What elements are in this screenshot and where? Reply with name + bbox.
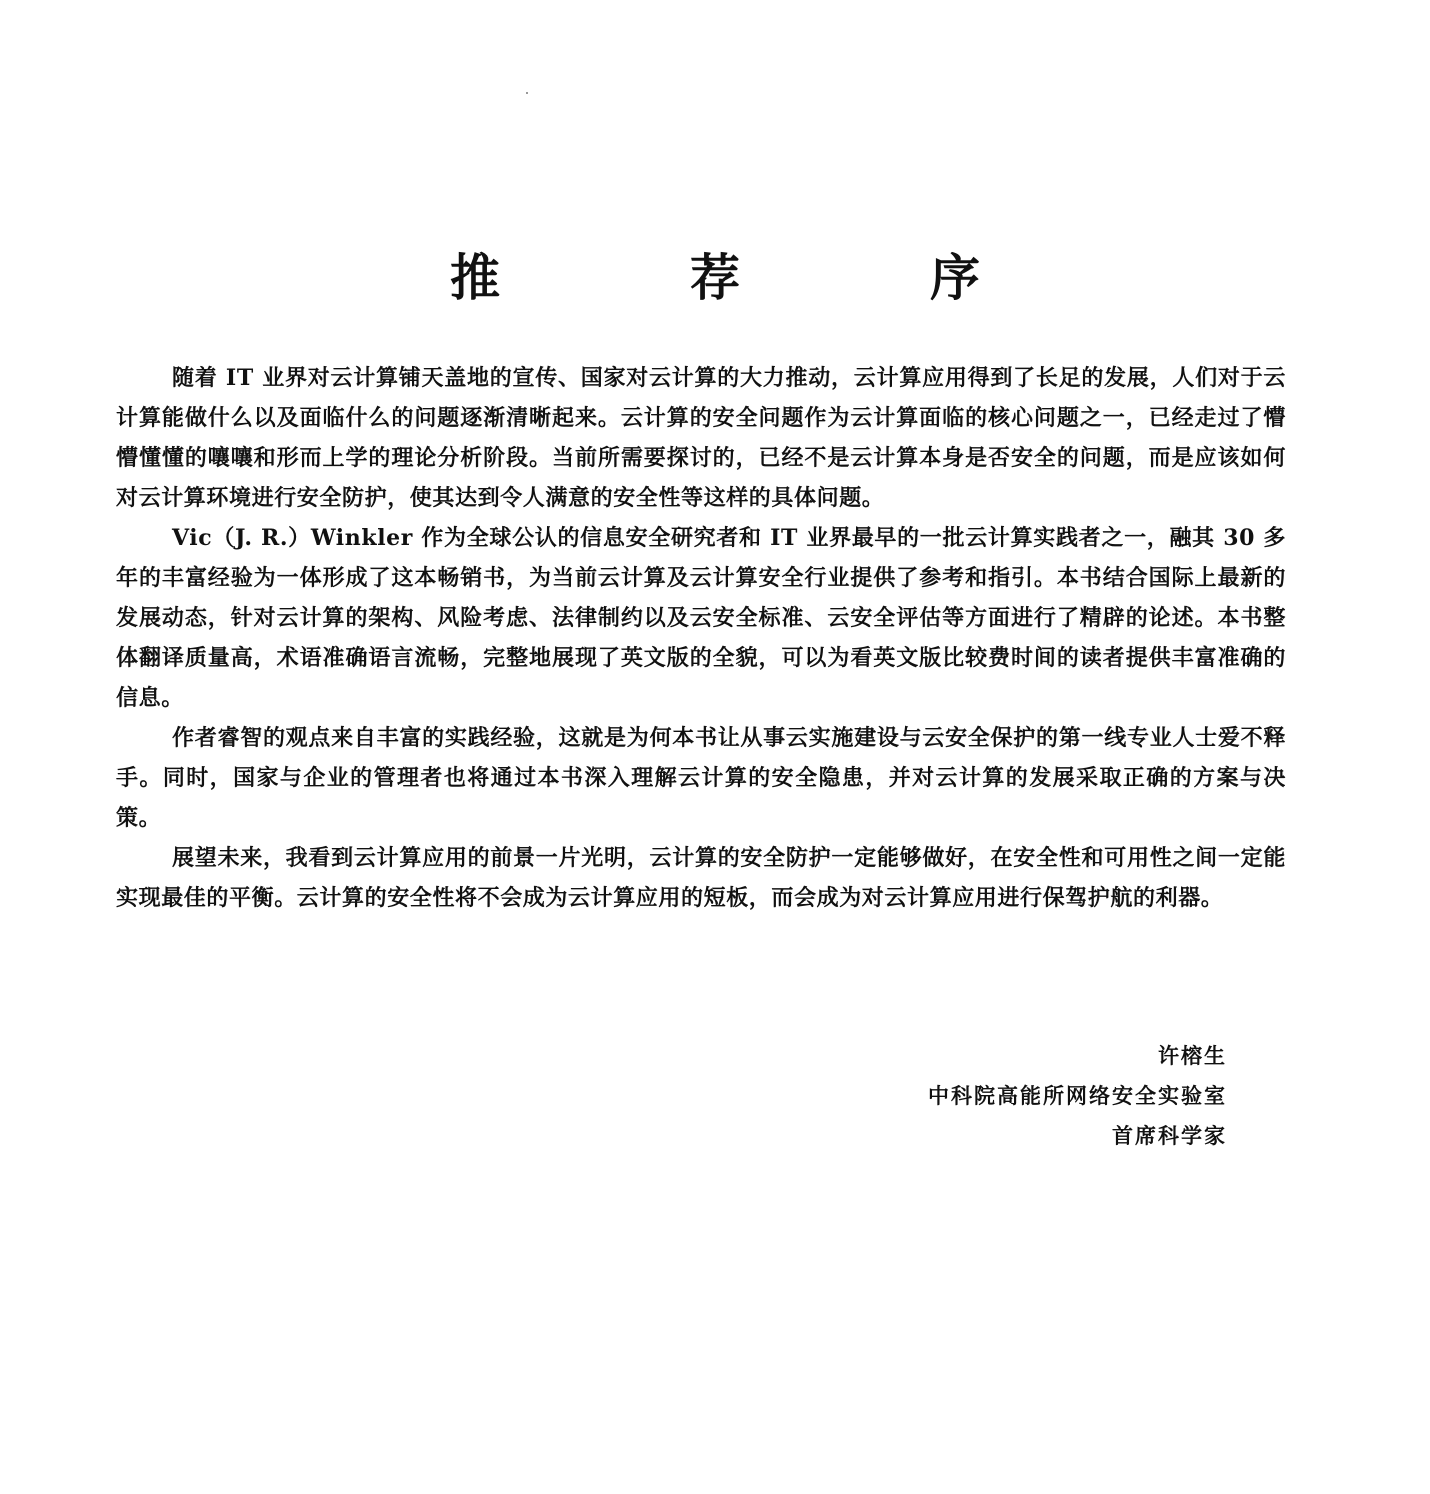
author-name: 许榕生 [1158, 1043, 1227, 1068]
author-position: 首席科学家 [1112, 1123, 1227, 1148]
page-title: 推 荐 序 [450, 247, 1050, 307]
scan-speck [526, 92, 528, 94]
foreword-body [116, 358, 1286, 918]
paragraph-3: 作者睿智的观点来自丰富的实践经验，这就是为何本书让从事云实施建设与云安全保护的第一线专业人士爱不释手。同时，国家与企业的管理者也将通过本书深入理解云计算的安全隐患，并对云计算的发展采取正确的方案与决策。 [116, 725, 1286, 831]
author-affiliation: 中科院高能所网络安全实验室 [928, 1083, 1227, 1108]
paragraph-4: 展望未来，我看到云计算应用的前景一片光明，云计算的安全防护一定能够做好，在安全性和可用性之间一定能实现最佳的平衡。云计算的安全性将不会成为云计算应用的短板，而会成为对云计算应用进行保驾护航的利器。 [116, 845, 1286, 911]
paragraph-1: 随着 IT 业界对云计算铺天盖地的宣传、国家对云计算的大力推动，云计算应用得到了长足的发展，人们对于云计算能做什么以及面临什么的问题逐渐清晰起来。云计算的安全问题作为云计算面临的核心问题之一，已经走过了懵懵懂懂的嚷嚷和形而上学的理论分析阶段。当前所需要探讨的，已经不是云计算本身是否安全的问题，而是应该如何对云计算环境进行安全防护，使其达到令人满意的安全性等这样的具体问题。 [116, 365, 1286, 511]
signature-block [928, 1036, 1227, 1156]
paragraph-2: Vic（J. R.）Winkler 作为全球公认的信息安全研究者和 IT 业界最早的一批云计算实践者之一，融其 30 多年的丰富经验为一体形成了这本畅销书，为当前云计算及云计算安全行业提供了参考和指引。本书结合国际上最新的发展动态，针对云计算的架构、风险考虑、法律制约以及云安全标准、云安全评估等方面进行了精辟的论述。本书整体翻译质量高，术语准确语言流畅，完整地展现了英文版的全貌，可以为看英文版比较费时间的读者提供丰富准确的信息。 [116, 525, 1286, 711]
